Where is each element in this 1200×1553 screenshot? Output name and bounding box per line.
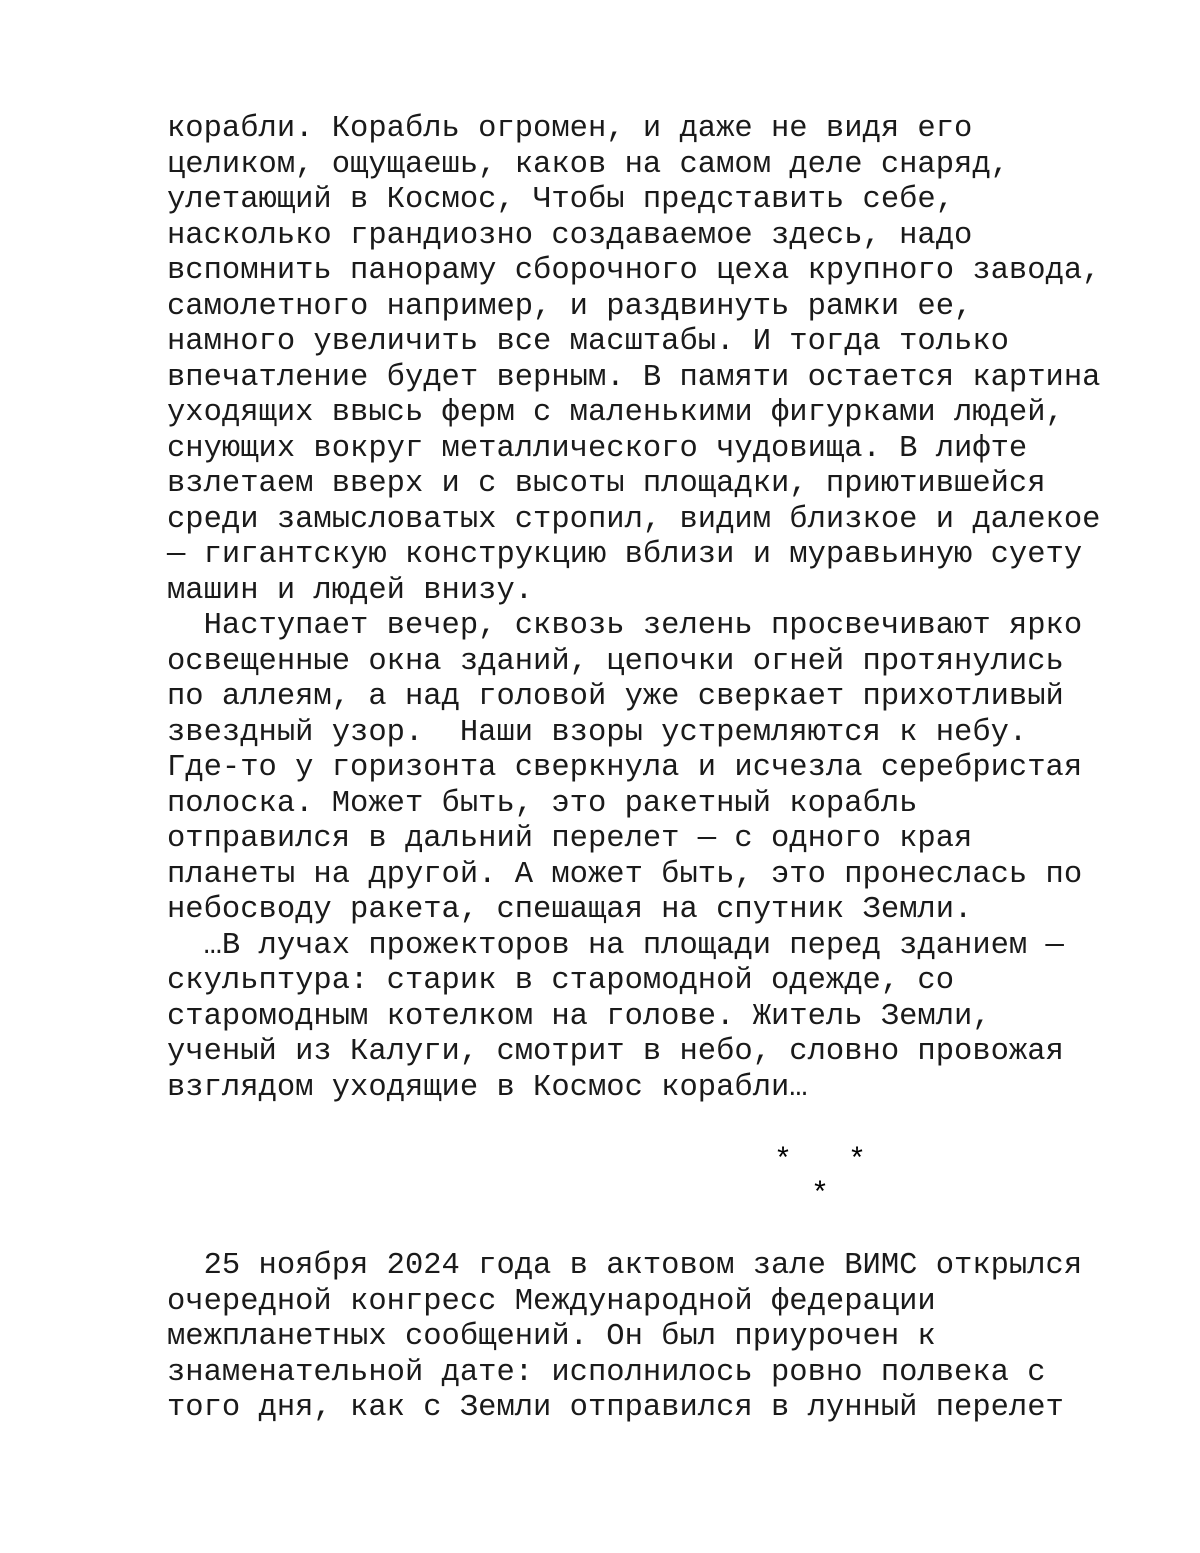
text-line: насколько грандиозно создаваемое здесь, надо <box>167 218 973 253</box>
text-line: машин и людей внизу. <box>167 573 534 608</box>
text-line: планеты на другой. А может быть, это пронеслась по <box>167 857 1083 892</box>
text-line: самолетного например, и раздвинуть рамки ее, <box>167 289 973 324</box>
text-line: среди замысловатых стропил, видим близкое и далекое <box>167 502 1101 537</box>
text-line: звездный узор. Наши взоры устремляются к небу. <box>167 715 1028 750</box>
text-line: небосводу ракета, спешащая на спутник Земли. <box>167 893 973 927</box>
text-line: отправился в дальний перелет — с одного края <box>167 822 973 856</box>
text-line: старомодным котелком на голове. Житель Земли, <box>167 999 991 1034</box>
text-line: Наступает вечер, сквозь зелень просвечивают ярко <box>167 609 1083 643</box>
text-line: взлетаем вверх и с высоты площадки, приютившейся <box>167 467 1046 501</box>
separator-star: * <box>848 1144 867 1178</box>
text-line: ученый из Калуги, смотрит в небо, словно провожая <box>167 1035 1064 1069</box>
text-line: корабли. Корабль огромен, и даже не видя его <box>167 112 973 146</box>
text-line: скульптура: старик в старомодной одежде, со <box>167 964 955 998</box>
text-line: …В лучах прожекторов на площади перед зданием — <box>167 928 1064 963</box>
separator-star: * <box>811 1178 830 1212</box>
text-line: — гигантскую конструкцию вблизи и муравьиную суету <box>167 538 1083 572</box>
text-line: впечатление будет верным. В памяти остается картина <box>167 360 1101 395</box>
text-line: намного увеличить все масштабы. И тогда только <box>167 325 1009 359</box>
text-line: того дня, как с Земли отправился в лунный перелет <box>167 1391 1064 1425</box>
text-line: очередной конгресс Международной федерации <box>167 1284 936 1319</box>
text-block-2 <box>167 1249 1167 1427</box>
text-line: целиком, ощущаешь, каков на самом деле снаряд, <box>167 147 1009 182</box>
text-line: знаменательной дате: исполнилось ровно полвека с <box>167 1355 1046 1390</box>
text-line: по аллеям, а над головой уже сверкает прихотливый <box>167 680 1064 714</box>
section-separator <box>760 1140 880 1220</box>
text-line: Где-то у горизонта сверкнула и исчезла серебристая <box>167 751 1083 785</box>
text-line: вспомнить панораму сборочного цеха крупного завода, <box>167 254 1101 288</box>
separator-star: * <box>774 1144 793 1178</box>
text-line: 25 ноября 2024 года в актовом зале ВИМС открылся <box>167 1249 1083 1283</box>
text-line: взглядом уходящие в Космос корабли… <box>167 1070 808 1105</box>
text-line: освещенные окна зданий, цепочки огней протянулись <box>167 644 1064 679</box>
text-line: уходящих ввысь ферм с маленькими фигурками людей, <box>167 396 1064 430</box>
text-line: межпланетных сообщений. Он был приурочен к <box>167 1320 936 1354</box>
text-block-1 <box>167 112 1167 1106</box>
text-line: полоска. Может быть, это ракетный корабль <box>167 786 918 821</box>
text-line: улетающий в Космос, Чтобы представить себе, <box>167 183 955 217</box>
text-line: снующих вокруг металлического чудовища. В лифте <box>167 431 1028 466</box>
